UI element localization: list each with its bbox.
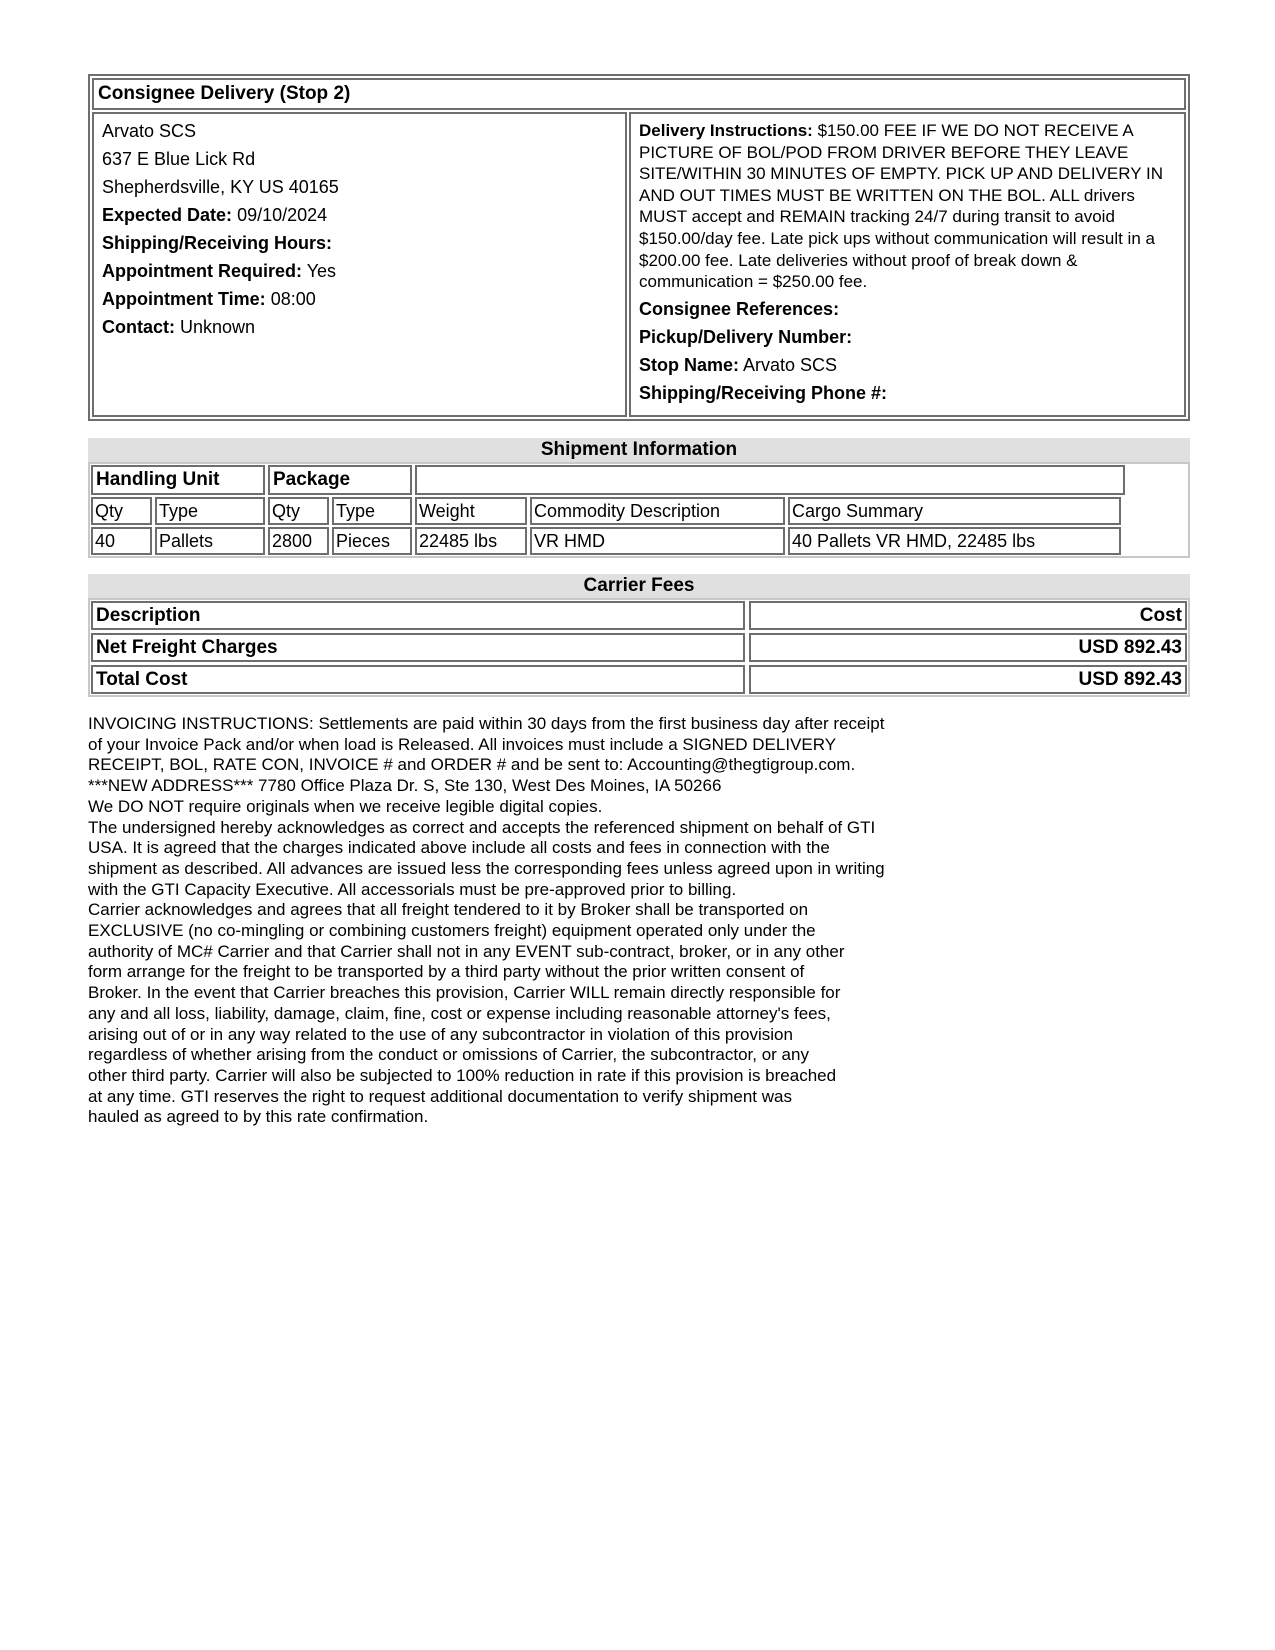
appointment-required-row (102, 260, 617, 282)
col-package-qty: Qty (268, 497, 329, 525)
fee-cost: USD 892.43 (749, 633, 1187, 662)
cell-commodity-description: VR HMD (530, 527, 785, 555)
terms-and-conditions (88, 714, 958, 1128)
col-weight: Weight (415, 497, 527, 525)
cell-weight: 22485 lbs (415, 527, 527, 555)
appointment-time-row (102, 288, 617, 310)
shipment-table (88, 462, 1190, 558)
consignee-name: Arvato SCS (102, 121, 197, 141)
fee-description: Net Freight Charges (91, 633, 745, 662)
pickup-delivery-number-label: Pickup/Delivery Number: (639, 326, 853, 347)
fees-cost-header: Cost (749, 601, 1187, 630)
fees-header-row (91, 601, 1187, 630)
cell-package-type: Pieces (332, 527, 412, 555)
consignee-references-label: Consignee References: (639, 298, 840, 319)
receiving-phone-label: Shipping/Receiving Phone #: (639, 382, 888, 403)
table-row (91, 527, 1187, 555)
col-handling-type: Type (155, 497, 265, 525)
delivery-instructions (639, 120, 1176, 293)
consignee-address-line1: 637 E Blue Lick Rd (102, 149, 256, 169)
consignee-references-row (639, 298, 1176, 320)
cell-handling-qty: 40 (91, 527, 152, 555)
appointment-required-label: Appointment Required: (102, 261, 302, 281)
col-handling-qty: Qty (91, 497, 152, 525)
invoicing-instructions: INVOICING INSTRUCTIONS: Settlements are paid within 30 days from the first business day after receipt of your Invoice Pack and/or when load is Released. All invoices must include a SIGNED DELIVERY RECEIPT, BOL, RATE CON, INVOICE # and ORDER # and be sent to: Accounting@thegtigroup.com. ***NEW ADDRESS*** 7780 Office Plaza Dr. S, Ste 130, West Des Moines, IA 50266 We DO NOT require originals when we receive legible digital copies. (88, 714, 885, 816)
col-cargo-summary: Cargo Summary (788, 497, 1121, 525)
shipment-group-header-row (91, 465, 1187, 495)
stop-name-value: Arvato SCS (743, 354, 838, 375)
consignee-address-panel (92, 112, 627, 417)
appointment-required-value: Yes (306, 261, 337, 281)
fee-cost: USD 892.43 (749, 665, 1187, 694)
table-row (91, 665, 1187, 694)
appointment-time-label: Appointment Time: (102, 289, 266, 309)
consignee-instructions-panel (629, 112, 1186, 417)
appointment-time-value: 08:00 (270, 289, 316, 309)
contact-value: Unknown (180, 317, 256, 337)
handling-unit-header: Handling Unit (91, 465, 265, 495)
delivery-instructions-text: $150.00 FEE IF WE DO NOT RECEIVE A PICTURE OF BOL/POD FROM DRIVER BEFORE THEY LEAVE SITE/WITHIN 30 MINUTES OF EMPTY. PICK UP AND DELIVERY IN AND OUT TIMES MUST BE WRITTEN ON THE BOL. ALL drivers MUST accept and REMAIN tracking 24/7 during transit to avoid $150.00/day fee. Late pick ups without communication will result in a $200.00 fee. Late deliveries without proof of break down & communication = $250.00 fee. (639, 121, 1163, 292)
pickup-delivery-number-row (639, 326, 1176, 348)
fee-description: Total Cost (91, 665, 745, 694)
cell-package-qty: 2800 (268, 527, 329, 555)
fees-description-header: Description (91, 601, 745, 630)
consignee-title: Consignee Delivery (Stop 2) (92, 78, 1186, 110)
contact-row (102, 316, 617, 338)
table-row (91, 633, 1187, 662)
cell-cargo-summary: 40 Pallets VR HMD, 22485 lbs (788, 527, 1121, 555)
package-header: Package (268, 465, 412, 495)
receiving-phone-row (639, 382, 1176, 404)
delivery-instructions-label: Delivery Instructions: (639, 121, 813, 140)
carrier-fees-header: Carrier Fees (88, 574, 1190, 598)
consignee-section (88, 74, 1190, 421)
shipment-column-header-row (91, 497, 1187, 525)
shipment-blank-header (415, 465, 1125, 495)
hours-label: Shipping/Receiving Hours: (102, 233, 333, 253)
consignee-address-line2: Shepherdsville, KY US 40165 (102, 177, 339, 197)
stop-name-label: Stop Name: (639, 354, 740, 375)
col-commodity-description: Commodity Description (530, 497, 785, 525)
shipment-information-header: Shipment Information (88, 438, 1190, 462)
acknowledgement-paragraph: The undersigned hereby acknowledges as correct and accepts the referenced shipment on behalf of GTI USA. It is agreed that the charges indicated above include all costs and fees in connection with the shipment as described. All advances are issued less the corresponding fees unless agreed upon in writing with the GTI Capacity Executive. All accessorials must be pre-approved prior to billing. (88, 817, 885, 899)
expected-date-value: 09/10/2024 (237, 205, 328, 225)
exclusive-carrier-paragraph: Carrier acknowledges and agrees that all freight tendered to it by Broker shall be transported on EXCLUSIVE (no co-mingling or combining customers freight) equipment operated only under the authority of MC# Carrier and that Carrier shall not in any EVENT sub-contract, broker, or in any other form arrange for the freight to be transported by a third party without the prior written consent of Broker. In the event that Carrier breaches this provision, Carrier WILL remain directly responsible for any and all loss, liability, damage, claim, fine, cost or expense including reasonable attorney's fees, arising out of or in any way related to the use of any subcontractor in violation of this provision regardless of whether arising from the conduct or omissions of Carrier, the subcontractor, or any other third party. Carrier will also be subjected to 100% reduction in rate if this provision is breached at any time. GTI reserves the right to request additional documentation to verify shipment was hauled as agreed to by this rate confirmation. (88, 900, 845, 1127)
hours-row (102, 232, 617, 254)
rate-confirmation-page (88, 74, 1190, 697)
carrier-fees-table (88, 598, 1190, 697)
col-package-type: Type (332, 497, 412, 525)
expected-date-label: Expected Date: (102, 205, 233, 225)
contact-label: Contact: (102, 317, 175, 337)
stop-name-row (639, 354, 1176, 376)
cell-handling-type: Pallets (155, 527, 265, 555)
expected-date-row (102, 204, 617, 226)
